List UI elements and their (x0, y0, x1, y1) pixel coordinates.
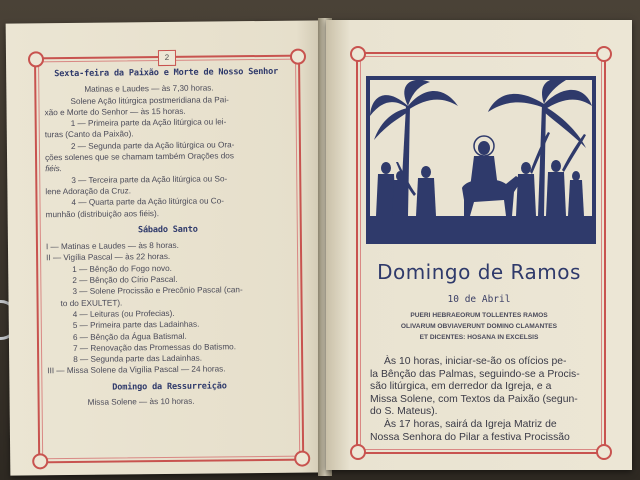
corner-ornament (294, 451, 310, 467)
schedule-line: 6 — Bênção da Água Batismal. (72, 331, 187, 342)
schedule-line: ções solenes que se chamam também Orações dos (45, 151, 234, 163)
schedule-line: III — Missa Solene da Vigília Pascal — 24 horas. (47, 364, 226, 376)
latin-line: OLIVARUM OBVIAVERUNT DOMINO CLAMANTES (400, 323, 558, 330)
schedule-line: 4 — Leituras (ou Profecias). (72, 308, 175, 319)
schedule-line: 8 — Segunda parte das Ladainhas. (73, 353, 203, 365)
schedule-line: I — Matinas e Laudes — às 8 horas. (45, 241, 179, 252)
corner-ornament (596, 444, 612, 460)
right-page (326, 20, 632, 470)
corner-ornament (290, 49, 306, 65)
body-line: la Bênção das Palmas, seguindo-se a Procis- (370, 368, 580, 380)
schedule-line: 3 — Terceira parte da Ação litúrgica ou So- (71, 174, 228, 185)
corner-ornament (596, 46, 612, 62)
schedule-line: 3 — Solene Procissão e Precônio Pascal (can- (72, 285, 243, 297)
schedule-line: 1 — Bênção do Fogo novo. (72, 263, 172, 274)
schedule-line: 2 — Segunda parte da Ação litúrgica ou Ora- (70, 140, 235, 151)
corner-ornament (350, 444, 366, 460)
body-line: são litúrgica, em derredor da Igreja, e a (370, 381, 552, 393)
body-line: Nossa Senhora do Pilar a festiva Procissão (370, 431, 570, 443)
schedule-line: 4 — Quarta parte da Ação litúrgica ou Co- (71, 196, 225, 208)
schedule-line: II — Vigília Pascal — às 22 horas. (46, 252, 171, 263)
schedule-line: to do EXULTET). (60, 298, 123, 308)
schedule-line: Matinas e Laudes — às 7,30 horas. (84, 83, 214, 95)
saturday-heading: Sábado Santo (137, 224, 198, 236)
body-line: Às 17 horas, sairá da Igreja Matriz de (384, 418, 557, 430)
schedule-line: 1 — Primeira parte da Ação litúrgica ou lei- (70, 117, 227, 129)
schedule-line: 5 — Primeira parte das Ladainhas. (72, 319, 200, 331)
schedule-line: fiéis. (45, 164, 63, 174)
left-page-text (44, 67, 292, 409)
corner-ornament (32, 453, 48, 469)
schedule-line: xão e Morte do Senhor — às 15 horas. (44, 106, 186, 118)
latin-line: PUERI HEBRAEORUM TOLLENTES RAMOS (410, 312, 548, 319)
corner-ornament (28, 51, 44, 67)
right-page-body (370, 356, 592, 444)
schedule-line: 2 — Bênção do Círio Pascal. (72, 274, 178, 286)
body-line: Às 10 horas, iniciar-se-ão os ofícios pe- (384, 356, 567, 367)
body-line: do S. Mateus). (370, 406, 438, 418)
corner-ornament (350, 46, 366, 62)
date-subtitle: 10 de Abril (447, 294, 511, 305)
left-page (6, 20, 327, 475)
schedule-line: lene Adoração da Cruz. (45, 186, 132, 197)
body-line: Missa Solene, com Textos da Paixão (segun- (370, 393, 578, 405)
palm-sunday-woodcut-illustration (366, 76, 596, 244)
latin-antiphon (356, 310, 602, 343)
schedule-line: Missa Solene — às 10 horas. (87, 396, 195, 407)
friday-heading: Sexta-feira da Paixão e Morte de Nosso Senhor (54, 66, 279, 80)
page-number: 2 (158, 50, 176, 66)
schedule-line: 7 — Renovação das Promessas do Batismo. (72, 342, 237, 353)
schedule-line: munhão (distribuição aos fiéis). (45, 208, 160, 219)
sunday-heading: Domingo da Ressurreição (112, 381, 227, 393)
latin-line: ET DICENTES: HOSANA IN EXCELSIS (419, 334, 539, 341)
page-title: Domingo de Ramos (377, 260, 581, 284)
schedule-line: turas (Canto da Paixão). (44, 129, 134, 140)
schedule-line: Solene Ação litúrgica postmeridiana da Pai- (70, 94, 229, 106)
